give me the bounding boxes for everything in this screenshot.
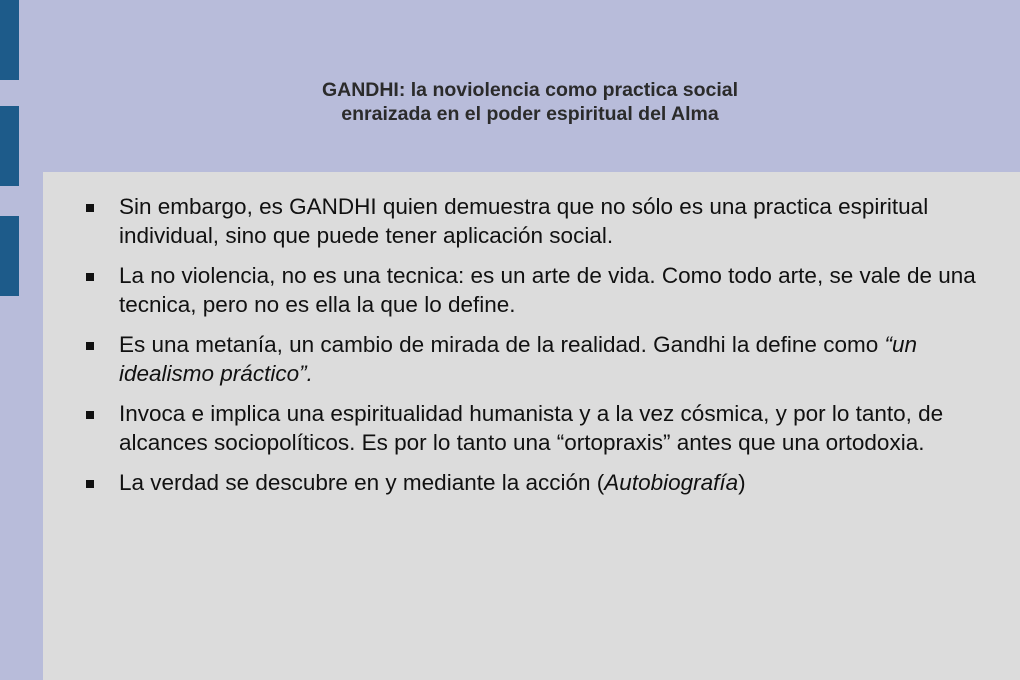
bullet-marker-icon xyxy=(86,342,94,350)
bullet-marker-icon xyxy=(86,480,94,488)
bullet-emphasis: Autobiografía xyxy=(604,470,739,495)
bullet-item-1 xyxy=(119,192,999,250)
slide-title-line-2: enraizada en el poder espiritual del Alma xyxy=(341,103,719,125)
content-panel xyxy=(43,172,1020,680)
bullet-text: Es una metanía, un cambio de mirada de la realidad. Gandhi la define como xyxy=(119,332,885,357)
bullet-marker-icon xyxy=(86,204,94,212)
bullet-marker-icon xyxy=(86,411,94,419)
bullet-text: Invoca e implica una espiritualidad humanista y a la vez cósmica, y por lo tanto, de alcances sociopolíticos. Es por lo tanto una “ortopraxis” antes que una ortodoxia. xyxy=(119,401,944,455)
decorative-side-bar-middle xyxy=(0,106,19,186)
bullet-item-5 xyxy=(119,468,999,497)
slide-title xyxy=(40,78,1020,126)
bullet-item-4 xyxy=(119,399,999,457)
bullet-text: Sin embargo, es GANDHI quien demuestra que no sólo es una practica espiritual individual, sino que puede tener aplicación social. xyxy=(119,194,929,248)
bullet-list xyxy=(119,192,999,508)
bullet-marker-icon xyxy=(86,273,94,281)
bullet-text: La verdad se descubre en y mediante la acción ( xyxy=(119,470,605,495)
bullet-text-tail: ) xyxy=(738,470,746,495)
bullet-item-3 xyxy=(119,330,999,388)
decorative-side-bar-top xyxy=(0,0,19,80)
slide-title-line-1: GANDHI: la noviolencia como practica social xyxy=(321,79,739,101)
bullet-text: La no violencia, no es una tecnica: es un arte de vida. Como todo arte, se vale de una tecnica, pero no es ella la que lo define. xyxy=(119,263,976,317)
bullet-item-2 xyxy=(119,261,999,319)
decorative-side-bar-bottom xyxy=(0,216,19,296)
bullet-emphasis: “un idealismo práctico”. xyxy=(119,332,917,386)
